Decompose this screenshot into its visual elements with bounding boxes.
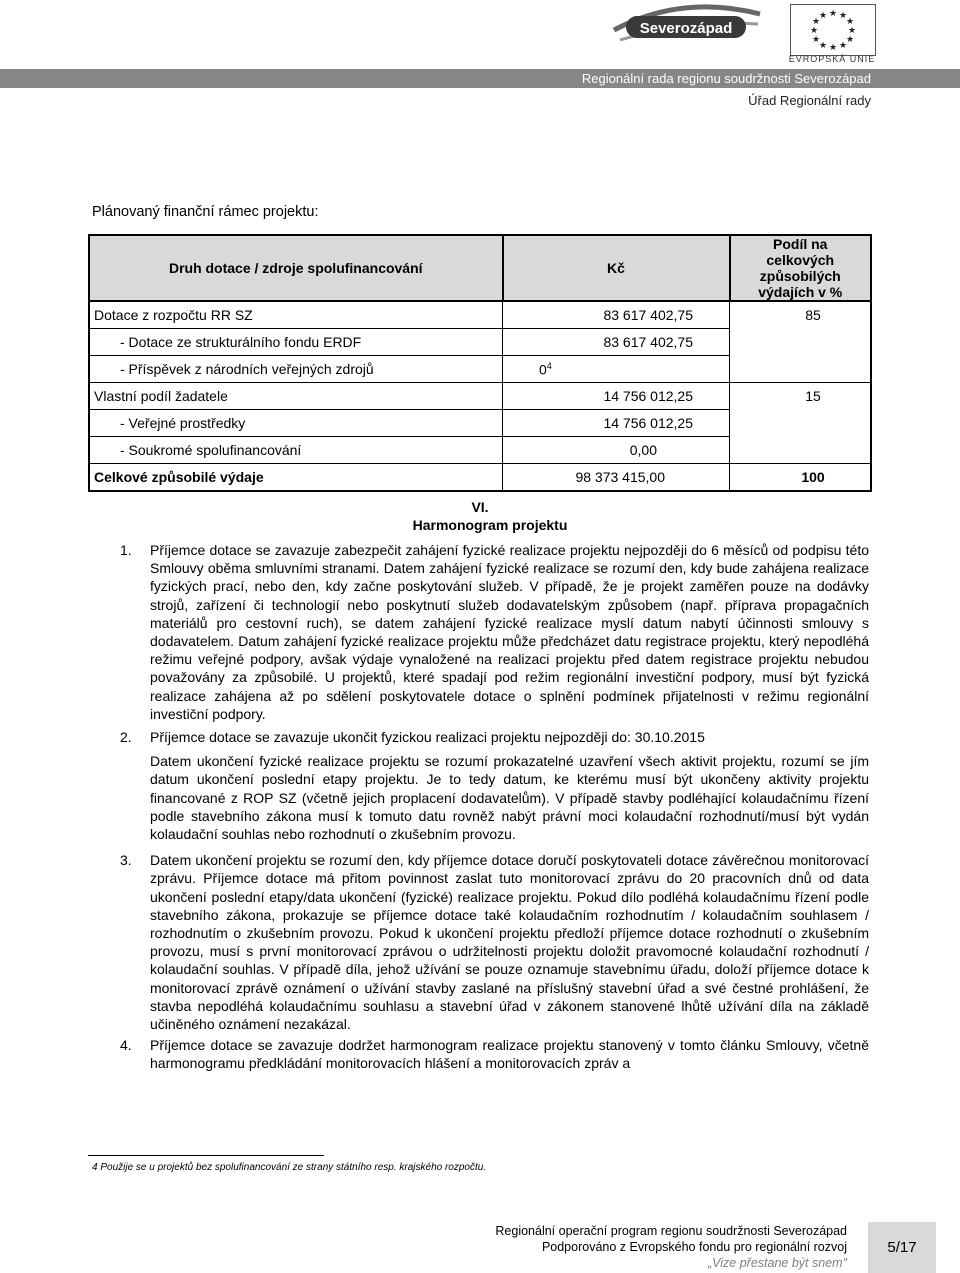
row-label: - Soukromé spolufinancování: [89, 437, 503, 464]
svg-text:★: ★: [845, 16, 855, 26]
list-item: [120, 1036, 869, 1072]
header-share: Podíl na celkových způsobilých výdajích v %: [730, 235, 872, 301]
table-row: [89, 329, 871, 356]
footnote-divider: [88, 1155, 324, 1156]
footnote: 4 Použije se u projektů bez spolufinancování ze strany státního resp. krajského rozpočtu.: [92, 1162, 487, 1173]
row-label: Vlastní podíl žadatele: [89, 383, 503, 410]
svg-text:★: ★: [811, 34, 821, 44]
row-label: - Příspěvek z národních veřejných zdrojů: [89, 356, 503, 383]
svg-text:★: ★: [847, 25, 857, 35]
schedule-list: [120, 541, 869, 1073]
row-amount-cell: [503, 356, 730, 383]
finance-table: [88, 234, 872, 492]
table-row: [89, 301, 871, 329]
row-share-empty: [730, 410, 872, 437]
header-source: Druh dotace / zdroje spolufinancování: [89, 235, 503, 301]
item-number: 1.: [120, 542, 132, 558]
table-row: [89, 437, 871, 464]
header-subtitle: Úřad Regionální rady: [748, 93, 871, 108]
svg-text:★: ★: [811, 16, 821, 26]
svg-text:★: ★: [809, 25, 819, 35]
svg-text:★: ★: [838, 10, 848, 20]
footnote-ref: 4: [546, 360, 552, 371]
row-amount: 0,00: [503, 437, 730, 464]
row-label: - Dotace ze strukturálního fondu ERDF: [89, 329, 503, 356]
finance-caption: Plánovaný finanční rámec projektu:: [92, 204, 319, 220]
footer-fund: Podporováno z Evropského fondu pro regionální rozvoj: [541, 1240, 847, 1254]
page-footer: [495, 1223, 847, 1271]
row-share: 100: [730, 464, 872, 492]
list-item: [120, 728, 869, 843]
section-number: VI.: [471, 499, 489, 515]
table-row: [89, 410, 871, 437]
footer-motto: „Vize přestane být snem": [708, 1256, 847, 1270]
row-amount: 83 617 402,75: [503, 301, 730, 329]
row-amount: 98 373 415,00: [503, 464, 730, 492]
item-text: Příjemce dotace se zavazuje ukončit fyzickou realizaci projektu nejpozději do: 30.10.2015: [150, 729, 705, 746]
eu-label: EVROPSKÁ UNIE: [788, 54, 876, 64]
svg-text:★: ★: [818, 40, 828, 50]
item-number: 4.: [120, 1037, 132, 1054]
item-number: 2.: [120, 729, 132, 746]
header-amount: Kč: [503, 235, 730, 301]
item-text: Příjemce dotace se zavazuje dodržet harmonogram realizace projektu stanovený v tomto článku Smlouvy, včetně harmonogramu předkládání monitorovacích hlášení a monitorovacích zpráv a: [150, 1037, 869, 1072]
svg-text:Severozápad: Severozápad: [639, 20, 733, 37]
row-share-empty: [730, 329, 872, 356]
severozapad-logo: [612, 0, 762, 50]
header-title: Regionální rada regionu soudržnosti Severozápad: [581, 71, 871, 86]
row-amount: 14 756 012,25: [503, 410, 730, 437]
row-label: Celkové způsobilé výdaje: [89, 464, 503, 492]
item-text: Příjemce dotace se zavazuje zabezpečit zahájení fyzické realizace projektu nejpozději do 6 měsíců od podpisu této Smlouvy oběma smluvními stranami. Datem zahájení fyzické realizace se rozumí den, kdy bude zahájena realizace fyzických prací, nebo den, kdy začne poskytování služeb. V případě, že je projekt zaměřen pouze na dodávky strojů, zařízení či technologií nebo poskytnutí služeb dodavatelským způsobem (např. příprava propagačních materiálů pro cestovní ruch), se datem zahájení fyzické realizace myslí datum nabytí účinnosti smlouvy s dodavatelem. Datum zahájení fyzické realizace projektu může předcházet datu registrace projektu, který nepodléhá režimu veřejné podpory, avšak výdaje vynaložené na realizaci projektu před datem registrace projektu nebudou považovány za způsobilé. U projektů, které spadají pod režim regionální investiční podpory, musí být fyzická realizace zahájena až po sdělení poskytovatele dotace o splnění podmínek přijatelnosti v režimu regionální investiční podpory.: [150, 542, 869, 722]
row-amount: 83 617 402,75: [503, 329, 730, 356]
svg-text:★: ★: [838, 40, 848, 50]
page-number: 5/17: [868, 1222, 936, 1273]
row-label: - Veřejné prostředky: [89, 410, 503, 437]
table-row: [89, 356, 871, 383]
header-bar: [0, 69, 960, 88]
row-share: 85: [730, 301, 872, 329]
table-row-total: [89, 464, 871, 492]
section-title: Harmonogram projektu: [412, 517, 568, 533]
footer-program: Regionální operační program regionu soudržnosti Severozápad: [495, 1224, 847, 1238]
row-amount: 14 756 012,25: [503, 383, 730, 410]
row-share-empty: [730, 437, 872, 464]
list-item: [120, 541, 869, 723]
svg-text:★: ★: [845, 34, 855, 44]
row-share-empty: [730, 356, 872, 383]
row-label: Dotace z rozpočtu RR SZ: [89, 301, 503, 329]
item-subparagraph: Datem ukončení fyzické realizace projektu se rozumí prokazatelné uzavření všech aktivit projektu, rozumí se jím datum ukončení poslední etapy projektu. Je to tedy datum, ke kterému musí být ukončeny aktivity projektu financované z ROP SZ (včetně jejich proplacení dodavatelům). V případě stavby podléhající kolaudačnímu řízení podle stavebního zákona musí k tomuto datu rovněž nabýt právní moci kolaudační rozhodnutí/musí být vydán kolaudační souhlas nebo rozhodnutí o zkušebním provozu.: [150, 753, 869, 843]
item-number: 3.: [120, 852, 132, 869]
table-row: [89, 383, 871, 410]
row-share: 15: [730, 383, 872, 410]
eu-flag-icon: [790, 4, 876, 56]
svg-text:★: ★: [828, 8, 838, 18]
row-amount: 0: [539, 361, 547, 378]
svg-text:★: ★: [818, 10, 828, 20]
list-item: [120, 851, 869, 1033]
item-text: Datem ukončení projektu se rozumí den, kdy příjemce dotace doručí poskytovateli dotace závěrečnou monitorovací zprávu. Příjemce dotace má přitom povinnost zaslat tuto monitorovací zprávu do 20 pracovních dnů od data ukončení poslední etapy/data ukončení (fyzické) realizace projektu. Pokud dílo podléhá kolaudačnímu řízení podle stavebního zákona, prokazuje se příjemce dotace také kolaudačním rozhodnutím / kolaudačním souhlasem / rozhodnutím o zkušebním provozu. Pokud k ukončení projektu předloží příjemce dotace rozhodnutí o zkušebním provozu, musí s první monitorovací zprávou o udržitelnosti projektu doložit pravomocné kolaudační rozhodnutí / kolaudační souhlas. V případě díla, jehož užívání se pouze oznamuje stavebnímu úřadu, doloží příjemce dotace k monitorovací zprávě oznámení o užívání stavby zaslané na příslušný stavební úřad a své čestné prohlášení, že stavba nepodléhá kolaudačnímu souhlasu a stavební úřad v zákonem stanovené lhůtě užívání díla na základě učiněného oznámení nezakázal.: [150, 852, 869, 1033]
svg-text:★: ★: [828, 42, 838, 52]
table-header-row: [89, 235, 871, 301]
eu-logo: [786, 0, 878, 66]
